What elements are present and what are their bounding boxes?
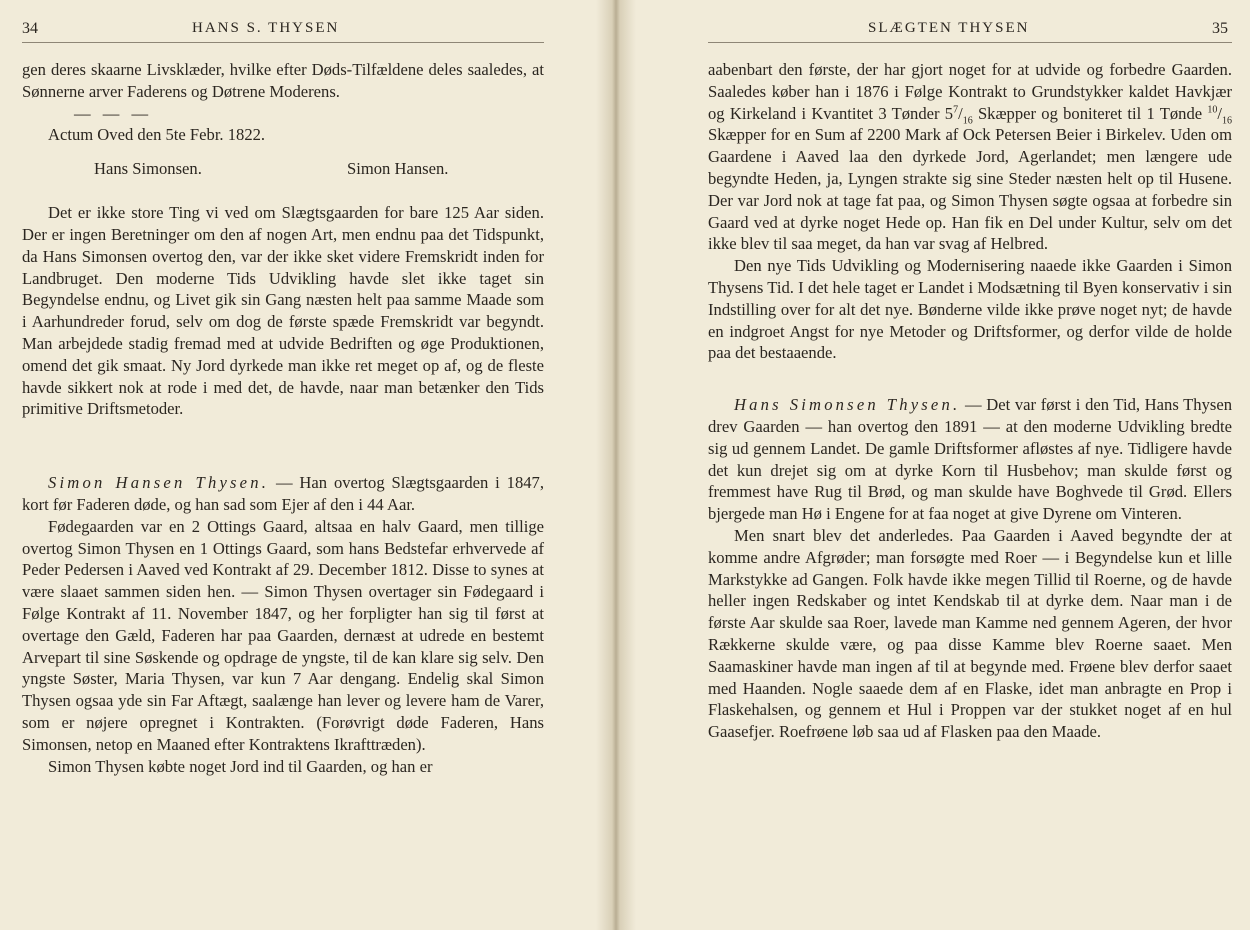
fraction-2-denominator: 16 (1222, 114, 1232, 126)
right-section-heading: Hans Simonsen Thysen. (734, 395, 961, 415)
left-actum-line: Actum Oved den 5te Febr. 1822. (48, 125, 266, 145)
spacer (708, 364, 1232, 394)
right-running-title: SLÆGTEN THYSEN (868, 20, 1030, 36)
left-section-heading: Simon Hansen Thysen. (48, 473, 270, 493)
spacer (22, 180, 544, 202)
right-running-head (708, 20, 1232, 43)
left-running-head (22, 20, 544, 43)
signature-hans-simonsen: Hans Simonsen. (94, 159, 202, 179)
right-paragraph-3: Men snart blev det anderledes. Paa Gaarden i Aaved begyndte der at komme andre Afgrøder; man forsøgte med Roer — i Begyndelse kun et lille Markstykke ad Gangen. Folk havde ikke megen Tillid til Roerne, og de havde heller ingen Redskaber og intet Kendskab til at dyrke dem. Naar man i de første Aar skulde saa Roer, lavede man Kamme ned gennem Ageren, der hvor Rækkerne skulde være, og paa disse Kamme blev Roerne saaet. Men Saamaskiner havde man ingen af til at begynde med. Frøene blev derfor saaet med Haanden. Nogle saaede dem af en Flaske, idet man anbragte en Prop i Flaskehalsen, og gennem et Hul i Proppen var der stukket noget af en hul Gaasefjer. Roefrøene løb saa ud af Flasken paa den Maade. (708, 525, 1232, 742)
spacer (22, 420, 544, 450)
right-section-intro: — Det var først i den Tid, Hans Thysen drev Gaarden — han overtog den 1891 — at den moderne Udvikling bredte sig ud gennem Landet. De gamle Driftsformer afløstes af nye. Tidligere havde det kun drejet sig om at dyrke Korn til Husbehov; man skulde først og fremmest have Rug til Brød, og man skulde have Boghvede til Grød. Ellers bjergede man Hø i Engene for at faa noget at give Dyrene om Vinteren. (708, 395, 1232, 524)
right-paragraph-2: Den nye Tids Udvikling og Modernisering naaede ikke Gaarden i Simon Thysens Tid. I det hele taget er Landet i Modsætning til Byen konservativ i sin Indstilling over for alt det nye. Bønderne vilde ikke prøve noget nyt; de havde en indgroet Angst for nye Metoder og Driftsformer, og derfor vilde de holde paa det bestaaende. (708, 256, 1232, 363)
left-page-number: 34 (22, 20, 38, 37)
right-paragraph-1-part-c: Skæpper for en Sum af 2200 Mark af Ock Petersen Beier i Birkelev. Uden om Gaardene i Aaved laa den dyrkede Jord, Agerlandet; men længere ude begyndte Heden, ja, Lyngen strakte sig sine Steder næsten helt op til Husene. Der var Jord nok at tage fat paa, og Simon Thysen søgte ogsaa at forbedre sin Gaard ved at dyrke noget Hede op. Han fik en Del under Kultur, selv om det ikke blev til saa meget, da han var svag af Helbred. (708, 125, 1232, 254)
right-page-text (708, 59, 1232, 743)
left-dashes: — — — (74, 103, 153, 123)
right-paragraph-1-part-b: Skæpper og boniteret til 1 Tønde (972, 103, 1208, 123)
right-paragraph-1: aabenbart den første, der har gjort noget for at udvide og forbedre Gaarden. Saaledes køber han i 1876 i Følge Kontrakt to Grundstykker kaldet Havkjær og Kirkeland i Kvantitet 3 Tønder $5^7/_{16}$ Skæpper og boniteret til 1 Tønde $^{10}/_{16}$ Skæpper for en Sum af 2200 Mark af Ock Petersen Beier i Birkelev. Uden om Gaardene i Aaved laa den dyrkede Jord, Agerlandet; men længere ude begyndte Heden, ja, Lyngen strakte sig sine Steder næsten helt op til Husene. Der var Jord nok at tage fat paa, og Simon Thysen søgte ogsaa at forbedre sin Gaard ved at dyrke noget Hede op. Han fik en Del under Kultur, selv om det ikke blev til saa meget, da han var svag af Helbred. (708, 60, 1232, 254)
signature-simon-hansen: Simon Hansen. (347, 159, 449, 179)
spacer (22, 450, 544, 472)
left-signatures (22, 158, 544, 180)
right-section-paragraph (708, 394, 1232, 525)
left-paragraph-4: Simon Thysen købte noget Jord ind til Gaarden, og han er (48, 756, 433, 776)
book-gutter (596, 0, 636, 930)
left-section-paragraph (22, 472, 544, 516)
left-page-text (22, 59, 544, 777)
right-page (622, 0, 1250, 930)
fraction-1-numerator: 7 (953, 104, 959, 116)
left-section-intro: — Han overtog Slægtsgaarden i 1847, kort før Faderen døde, og han sad som Ejer af den i 44 Aar. (22, 473, 544, 514)
right-page-number: 35 (1212, 20, 1228, 37)
fraction-1-denominator: 16 (962, 114, 973, 126)
left-running-title: HANS S. THYSEN (192, 20, 340, 36)
left-paragraph-3: Fødegaarden var en 2 Ottings Gaard, altsaa en halv Gaard, men tillige overtog Simon Thysen en 1 Ottings Gaard, som hans Bedstefar erhvervede af Peder Pedersen i Aaved ved Kontrakt af 29. December 1812. Disse to synes at være slaaet sammen siden hen. — Simon Thysen overtager sin Fødegaard i Følge Kontrakt af 11. November 1847, og her forpligter han sig til først at overtage den Gæld, Faderen har paa Gaarden, dernæst at udrede en bestemt Arvepart til sine Søskende og opdrage de yngste, til de kan klare sig selv. Den yngste Søster, Maria Thysen, var kun 7 Aar dengang. Endelig skal Simon Thysen ogsaa yde sin Far Aftægt, saalænge han lever og levere ham de Varer, som er nøjere opregnet i Kontrakten. (Forøvrigt døde Faderen, Hans Simonsen, netop en Maaned efter Kontraktens Ikrafttræden). (22, 516, 544, 754)
right-paragraph-1-part-a: aabenbart den første, der har gjort noget for at udvide og forbedre Gaarden. Saaledes køber han i 1876 i Følge Kontrakt to Grundstykker kaldet Havkjær og Kirkeland i Kvantitet 3 Tønder 5 (708, 60, 1232, 123)
left-opening-paragraph: gen deres skaarne Livsklæder, hvilke efter Døds-Tilfældene deles saaledes, at Sønnerne arver Faderens og Døtrene Moderens. (22, 60, 544, 101)
left-paragraph-2: Det er ikke store Ting vi ved om Slægtsgaarden for bare 125 Aar siden. Der er ingen Beretninger om den af nogen Art, men endnu paa det Tidspunkt, da Hans Simonsen overtog den, var der ikke sket videre Fremskridt inden for Landbruget. Den moderne Tids Udvikling havde slet ikke taget sin Begyndelse endnu, og Livet gik sin Gang næsten helt paa samme Maade som i Aarhundreder forud, selv om dog de første spæde Fremskridt var begyndt. Man arbejdede stadig fremad med at udvide Bedriften og øge Produktionen, omend det gik smaat. Ny Jord dyrkede man ikke ret meget op af, og de fleste havde sikkert nok at rode i med det, de havde, naar man betænker den Tids primitive Driftsmetoder. (22, 203, 544, 419)
fraction-2-numerator: 10 (1207, 104, 1218, 116)
left-page (0, 0, 614, 930)
